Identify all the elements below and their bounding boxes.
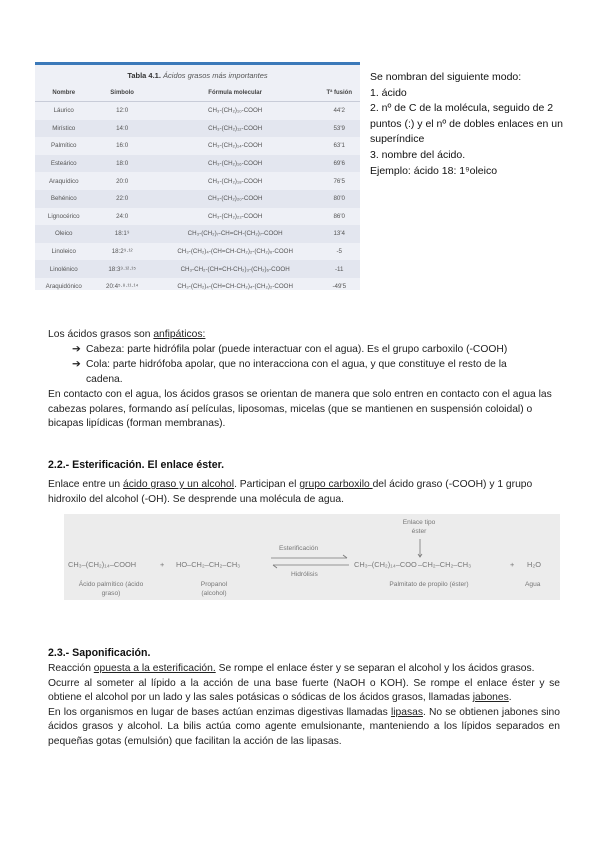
cell-name: Mirístico xyxy=(35,120,92,138)
arrow-icon: ➔ xyxy=(72,344,81,355)
cell-formula: CH₃-(CH₂)₁₂-COOH xyxy=(152,120,319,138)
col-header-formula: Fórmula molecular xyxy=(152,84,319,102)
cell-symbol: 14:0 xyxy=(92,120,151,138)
sapon-paragraph-3: En los organismos en lugar de bases actúan enzimas digestivas llamadas lipasas. No se obtienen jabones sino ácidos grasos y alcohol. La bilis actúa como agente emulsionante, manteniendo a los lípidos separados en pequeñas gotas (emulsión) que facilitan la acción de las lipasas. xyxy=(48,706,561,747)
cell-formula: CH₃-(CH₂)₄-(CH=CH-CH₂)₄-(CH₂)₂-COOH xyxy=(177,283,293,291)
sapon-heading: 2.3.- Saponificación. xyxy=(48,647,151,659)
amphi-paragraph: En contacto con el agua, los ácidos grasos se orientan de manera que solo entren en contacto con el agua las cabezas polares, formando así películas, liposomas, micelas (que se mantienen en suspensión coloidal) o bicapas lipídicas (forman membranas). xyxy=(48,389,552,429)
table-row xyxy=(35,102,360,120)
cell-symbol: 24:0 xyxy=(116,212,129,220)
cell-symbol: 22:0 xyxy=(92,190,151,208)
backward-label: Hidrólisis xyxy=(291,571,318,578)
cell-formula: CH₃-(CH₂)₁₄-COOH xyxy=(208,142,263,150)
fatty-acids-table xyxy=(35,84,360,296)
table-row xyxy=(35,137,360,155)
table-title: Tabla 4.1. Ácidos grasos más importantes xyxy=(127,71,268,80)
cell-formula: CH₃-(CH₂)₁₆-COOH xyxy=(152,155,319,173)
cell-melting: 53'9 xyxy=(318,120,360,138)
reactant-alcohol: HO–CH₂–CH₂–CH₃ xyxy=(176,560,241,569)
cell-formula: CH₃-(CH₂)₁₀-COOH xyxy=(208,107,263,115)
reactant-acid: CH₃–(CH₂)₁₄–COOH xyxy=(68,560,137,569)
product-ester-alcohol-part: –CH₂–CH₂–CH₃ xyxy=(418,560,472,569)
product-label: Palmitato de propilo (éster) xyxy=(389,581,469,588)
esterification-reaction-figure xyxy=(64,514,560,600)
col-header-melting: Tª fusión xyxy=(318,84,360,102)
cell-name: Linolénico xyxy=(35,260,92,278)
cell-formula: CH₃-(CH₂)₂₀-COOH xyxy=(152,190,319,208)
cell-formula: CH₃-(CH₂)₄-(CH=CH-CH₂)₂-(CH₂)₆-COOH xyxy=(177,248,293,256)
cell-symbol: 20:4⁵·⁸·¹¹·¹⁴ xyxy=(106,283,139,291)
sapon-paragraph-2: Ocurre al someter al lípido a la acción de una base fuerte (NaOH o KOH). Se rompe el enlace éster y se obtiene el alcohol por un lado y las sales potásicas o sódicas de los ácidos grasos, llamadas jabones. xyxy=(48,677,560,703)
table-row xyxy=(35,225,360,243)
cell-name: Araquídico xyxy=(48,177,79,185)
naming-intro: Se nombran del siguiente modo: xyxy=(370,71,522,83)
cell-name: Linoleico xyxy=(51,248,76,256)
acid-label: Ácido palmítico (ácido graso) xyxy=(78,581,144,597)
cell-symbol: 18:3⁹·¹²·¹⁵ xyxy=(92,260,151,278)
arrow-icon: ➔ xyxy=(72,359,81,370)
table-row xyxy=(35,120,360,138)
cell-symbol: 18:0 xyxy=(92,155,151,173)
fatty-acids-table-figure xyxy=(35,62,360,290)
table-row xyxy=(35,260,360,278)
cell-melting: -5 xyxy=(336,248,342,256)
amphi-tail: Cola: parte hidrófoba apolar, que no interacciona con el agua, y que constituye el resto de la cadena. xyxy=(86,359,507,385)
table-row xyxy=(35,155,360,173)
cell-melting: 44'2 xyxy=(333,107,345,115)
cell-melting: 86'0 xyxy=(333,212,345,220)
product-ester-acid-part: CH₃–(CH₂)₁₄–COO xyxy=(354,560,417,569)
naming-item: 2. nº de C de la molécula, seguido de 2 puntos (:) y el nº de dobles enlaces en un superíndice xyxy=(370,102,563,146)
table-row xyxy=(35,243,360,261)
cell-symbol: 12:0 xyxy=(116,107,129,115)
water-label: Agua xyxy=(525,581,541,588)
naming-rules xyxy=(370,70,570,179)
naming-item: 3. nombre del ácido. xyxy=(370,148,466,161)
alcohol-label: Propanol (alcohol) xyxy=(200,581,228,597)
equilibrium-arrows-icon xyxy=(269,554,351,570)
product-water: H₂O xyxy=(527,560,541,569)
naming-example: Ejemplo: ácido 18: 1⁹oleico xyxy=(370,164,498,177)
cell-melting: -11 xyxy=(318,260,360,278)
sapon-paragraph-1: Reacción opuesta a la esterificación. Se rompe el enlace éster y se separan el alcohol y los ácidos grasos. xyxy=(48,663,535,674)
cell-melting: 76'5 xyxy=(333,177,345,185)
cell-symbol: 18:1⁹ xyxy=(92,225,151,243)
cell-name: Oleico xyxy=(35,225,92,243)
sapon-body xyxy=(48,662,560,749)
cell-symbol: 20:0 xyxy=(116,177,129,185)
cell-name: Araquidónico xyxy=(45,283,82,291)
amphi-intro: Los ácidos grasos son anfipáticos: xyxy=(48,329,206,340)
cell-melting: 80'0 xyxy=(318,190,360,208)
cell-symbol: 18:2⁹·¹² xyxy=(111,248,133,256)
amphi-head: Cabeza: parte hidrófila polar (puede interactuar con el agua). Es el grupo carboxilo (-COOH) xyxy=(86,344,508,355)
cell-name: Láurico xyxy=(53,107,74,115)
ester-heading: 2.2.- Esterificación. El enlace éster. xyxy=(48,459,225,471)
cell-melting: 69'6 xyxy=(318,155,360,173)
cell-name: Palmítico xyxy=(51,142,77,150)
cell-symbol: 16:0 xyxy=(116,142,129,150)
cell-formula: CH₃-(CH₂)₂₂-COOH xyxy=(207,212,263,220)
cell-name: Esteárico xyxy=(35,155,92,173)
plus-sign: + xyxy=(160,560,165,569)
cell-melting: 63'1 xyxy=(333,142,345,150)
cell-name: Lignocérico xyxy=(47,212,80,220)
forward-label: Esterificación xyxy=(279,545,319,552)
cell-name: Behénico xyxy=(35,190,92,208)
cell-melting: -49'5 xyxy=(332,283,347,291)
plus-sign: + xyxy=(510,560,515,569)
cell-formula: CH₃-(CH₂)₇-CH=CH-(CH₂)₇-COOH xyxy=(152,225,319,243)
table-row xyxy=(35,172,360,190)
col-header-symbol: Símbolo xyxy=(92,84,151,102)
table-row xyxy=(35,278,360,296)
table-header-row xyxy=(35,84,360,102)
cell-melting: 13'4 xyxy=(318,225,360,243)
ester-paragraph: Enlace entre un ácido graso y un alcohol. Participan el grupo carboxilo del ácido graso (-COOH) y 1 grupo hidroxilo del alcohol (-OH). Se desprende una molécula de agua. xyxy=(48,479,533,505)
table-row xyxy=(35,208,360,226)
table-row xyxy=(35,190,360,208)
naming-item: 1. ácido xyxy=(370,86,407,99)
cell-formula: CH₃-(CH₂)₁₈-COOH xyxy=(208,177,263,185)
amphi-term: anfipáticos: xyxy=(153,329,206,340)
bond-label: Enlace tipo éster xyxy=(402,519,436,535)
col-header-name: Nombre xyxy=(35,84,92,102)
cell-formula: CH₃-CH₂-(CH=CH-CH₂)₃-(CH₂)₆-COOH xyxy=(152,260,319,278)
arrow-down-icon xyxy=(417,539,423,559)
